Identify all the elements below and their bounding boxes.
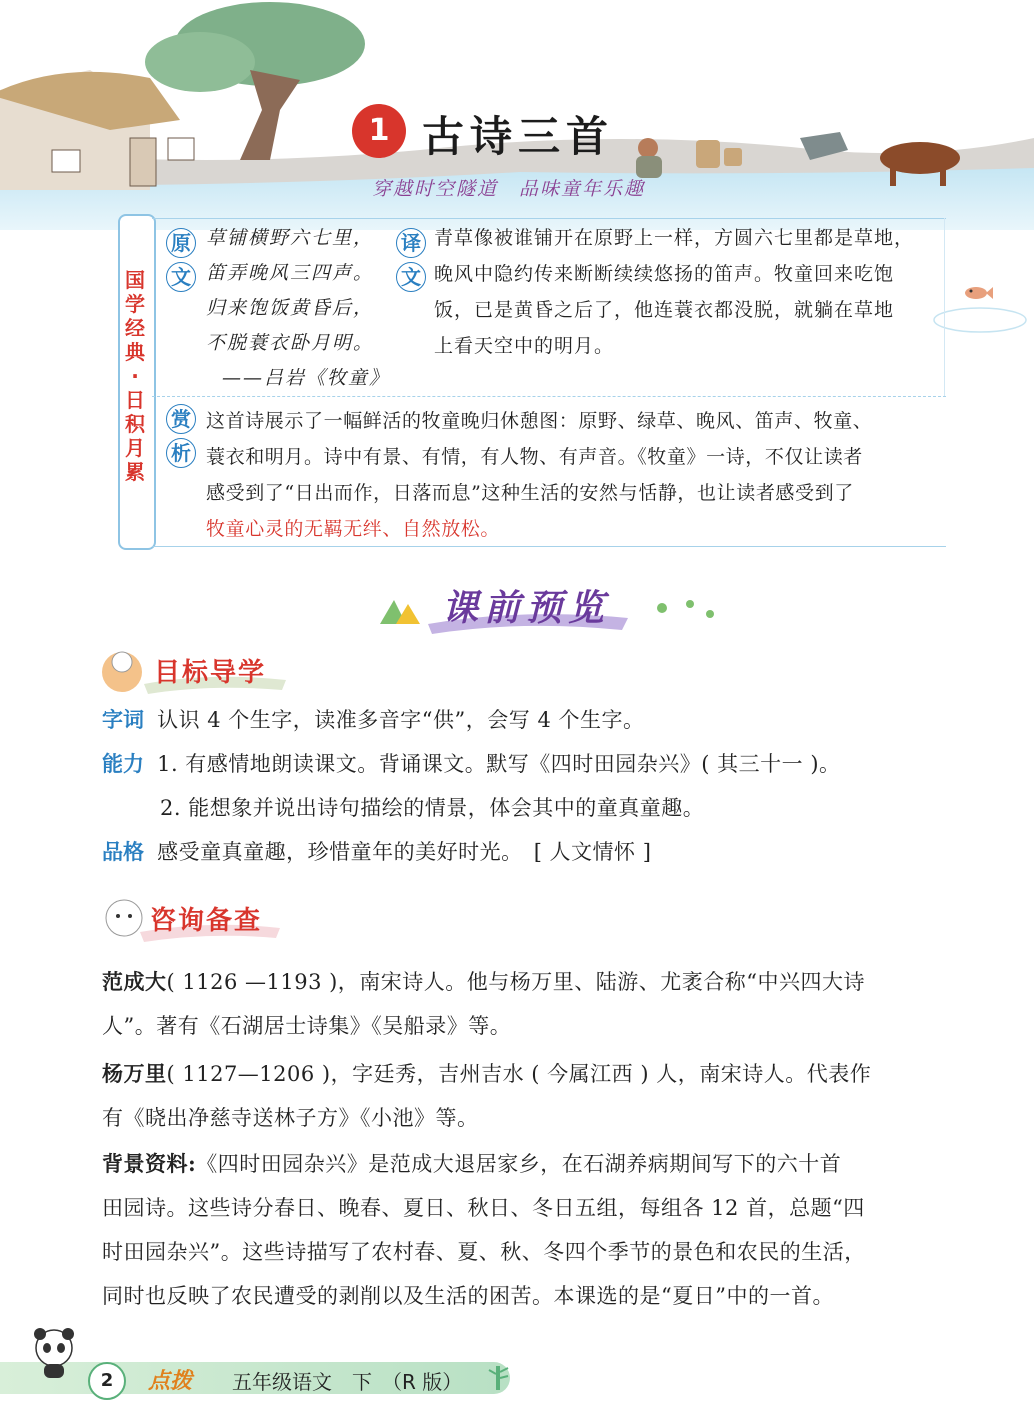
appreciation-highlight: 牧童心灵的无羁无绊、自然放松。 — [206, 518, 501, 540]
bamboo-icon — [488, 1364, 510, 1392]
fan-chengda-name: 范成大 — [102, 969, 167, 994]
ability-item-2: 2. 能想象并说出诗句描绘的情景，体会其中的童真童趣。 — [160, 796, 705, 820]
words-tag: 字词 — [102, 708, 144, 732]
poem-line: 草铺横野六七里， — [206, 227, 375, 249]
background-label: 背景资料: — [102, 1151, 197, 1176]
book-title: 五年级语文 下 （R 版） — [232, 1370, 463, 1394]
reference-yang-wanli — [102, 1052, 952, 1140]
translation-line: 晚风中隐约传来断断续续悠扬的笛声。牧童回来吃饱 — [434, 263, 895, 285]
appreciation-label — [166, 404, 192, 472]
original-label-char-2: 文 — [166, 262, 196, 292]
classic-box-top-border — [152, 218, 946, 219]
yang-wanli-line-2: 有《晓出净慈寺送林子方》《小池》等。 — [102, 1106, 479, 1130]
character-tag: 品格 — [102, 840, 144, 864]
goals-heading: 目标导学 — [154, 658, 267, 688]
background-line-3: 时田园杂兴”。这些诗描写了农村春、夏、秋、冬四个季节的景色和农民的生活， — [102, 1240, 866, 1264]
reference-background — [102, 1142, 952, 1318]
lesson-number-badge: 1 — [352, 104, 406, 158]
fan-chengda-line-1: ( 1126 —1193 )，南宋诗人。他与杨万里、陆游、尤袤合称“中兴四大诗 — [166, 970, 866, 994]
translation-label-char-1: 译 — [396, 228, 426, 258]
appreciation-line: 感受到了“日出而作，日落而息”这种生活的安然与恬静，也让读者感受到了 — [206, 482, 854, 504]
poem-appreciation — [206, 403, 946, 547]
lesson-slogan: 穿越时空隧道 品味童年乐趣 — [372, 178, 646, 200]
ability-item-1: 1. 有感情地朗读课文。背诵课文。默写《四时田园杂兴》( 其三十一 )。 — [157, 752, 841, 776]
appreciation-line: 这首诗展示了一幅鲜活的牧童晚归休憩图：原野、绿草、晚风、笛声、牧童、 — [206, 410, 873, 432]
character-note: [ 人文情怀 ] — [533, 840, 652, 864]
classic-side-label: 国学经典·日积月累 — [125, 268, 145, 484]
original-label-char-1: 原 — [166, 228, 196, 258]
yang-wanli-line-1: ( 1127—1206 )，字廷秀，吉州吉水 ( 今属江西 ) 人，南宋诗人。代表作 — [166, 1062, 872, 1086]
original-label — [166, 228, 192, 296]
yang-wanli-name: 杨万里 — [102, 1061, 167, 1086]
reference-heading: 咨询备查 — [150, 906, 263, 936]
appreciation-label-char-1: 赏 — [166, 404, 196, 434]
translation-line: 青草像被谁铺开在原野上一样，方圆六七里都是草地， — [434, 227, 915, 249]
translation-line: 饭，已是黄昏之后了，他连蓑衣都没脱，就躺在草地 — [434, 299, 895, 321]
reference-fan-chengda — [102, 960, 952, 1048]
fan-chengda-line-2: 人”。著有《石湖居士诗集》《吴船录》等。 — [102, 1014, 512, 1038]
background-line-2: 田园诗。这些诗分春日、晚春、夏日、秋日、冬日五组，每组各 12 首，总题“四 — [102, 1196, 865, 1220]
ability-tag: 能力 — [102, 752, 144, 776]
translation-label-char-2: 文 — [396, 262, 426, 292]
preview-banner-title: 课前预览 — [442, 588, 611, 629]
brand-logo-text: 点拨 — [148, 1369, 193, 1394]
translation-line: 上看天空中的明月。 — [434, 335, 615, 357]
words-text: 认识 4 个生字，读准多音字“供”，会写 4 个生字。 — [157, 708, 645, 732]
poem-author: ——吕岩《牧童》 — [222, 367, 391, 389]
character-text: 感受童真童趣，珍惜童年的美好时光。 — [157, 840, 523, 864]
poem-original — [206, 221, 390, 396]
poem-line: 归来饱饭黄昏后， — [206, 297, 375, 319]
lesson-title: 古诗三首 — [422, 112, 615, 161]
background-line-1: 《四时田园杂兴》是范成大退居家乡，在石湖养病期间写下的六十首 — [196, 1152, 842, 1176]
appreciation-line: 蓑衣和明月。诗中有景、有情，有人物、有声音。《牧童》一诗，不仅让读者 — [206, 446, 863, 468]
water-ripple-icon — [930, 300, 1030, 340]
poem-line: 不脱蓑衣卧月明。 — [206, 332, 375, 354]
goals-ability-row — [102, 748, 841, 778]
classic-box-right-border — [944, 218, 945, 396]
page-number: 2 — [88, 1362, 126, 1400]
classic-box-divider — [152, 396, 946, 397]
appreciation-label-char-2: 析 — [166, 438, 196, 468]
poem-line: 笛弄晚风三四声。 — [206, 262, 375, 284]
background-line-4: 同时也反映了农民遭受的剥削以及生活的困苦。本课选的是“夏日”中的一首。 — [102, 1284, 834, 1308]
goals-words-row — [102, 704, 645, 734]
poem-translation — [434, 220, 934, 364]
translation-label — [396, 228, 422, 296]
goals-character-row — [102, 836, 651, 866]
panda-icon — [30, 1326, 78, 1382]
